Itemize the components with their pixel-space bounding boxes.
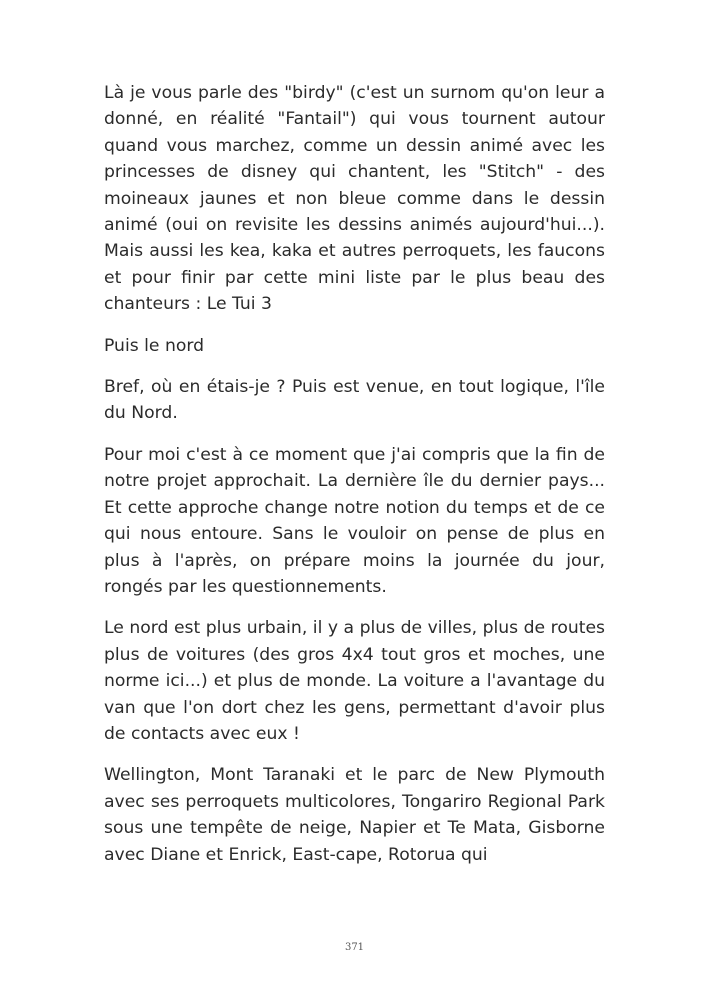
paragraph-itinerary: Wellington, Mont Taranaki et le parc de New Plymouth avec ses perroquets multicolores, Tongariro Regional Park sous une tempête de neige, Napier et Te Mata, Gisborne avec Diane et Enrick, East-cape, Rotorua qui xyxy=(104,765,605,865)
paragraph-fin-projet: Pour moi c'est à ce moment que j'ai compris que la fin de notre projet approchait. La dernière île du dernier pays... Et cette approche change notre notion du temps et de ce qui nous entoure. Sans le vouloir on pense de plus en plus à l'après, on prépare moins la journée du jour, rongés par les questionnements. xyxy=(104,444,605,597)
paragraph-nord-urbain: Le nord est plus urbain, il y a plus de villes, plus de routes plus de voitures (des gros 4x4 tout gros et moches, une norme ici...) et plus de monde. La voiture a l'avantage du van que l'on dort chez les gens, permettant d'avoir plus de contacts avec eux ! xyxy=(104,618,605,744)
section-heading-nord: Puis le nord xyxy=(104,335,205,356)
paragraph-ile-du-nord: Bref, où en étais-je ? Puis est venue, en tout logique, l'île du Nord. xyxy=(104,377,605,424)
page-body xyxy=(104,80,605,883)
paragraph-birds: Là je vous parle des "birdy" (c'est un surnom qu'on leur a donné, en réalité "Fantail") qui vous tournent autour quand vous marchez, comme un dessin animé avec les princesses de disney qui chantent, les "Stitch" - des moineaux jaunes et non bleue comme dans le dessin animé (oui on revisite les dessins animés aujourd'hui...). Mais aussi les kea, kaka et autres perroquets, les faucons et pour finir par cette mini liste par le plus beau des chanteurs : Le Tui 3 xyxy=(104,83,605,315)
page-number: 371 xyxy=(344,942,365,953)
